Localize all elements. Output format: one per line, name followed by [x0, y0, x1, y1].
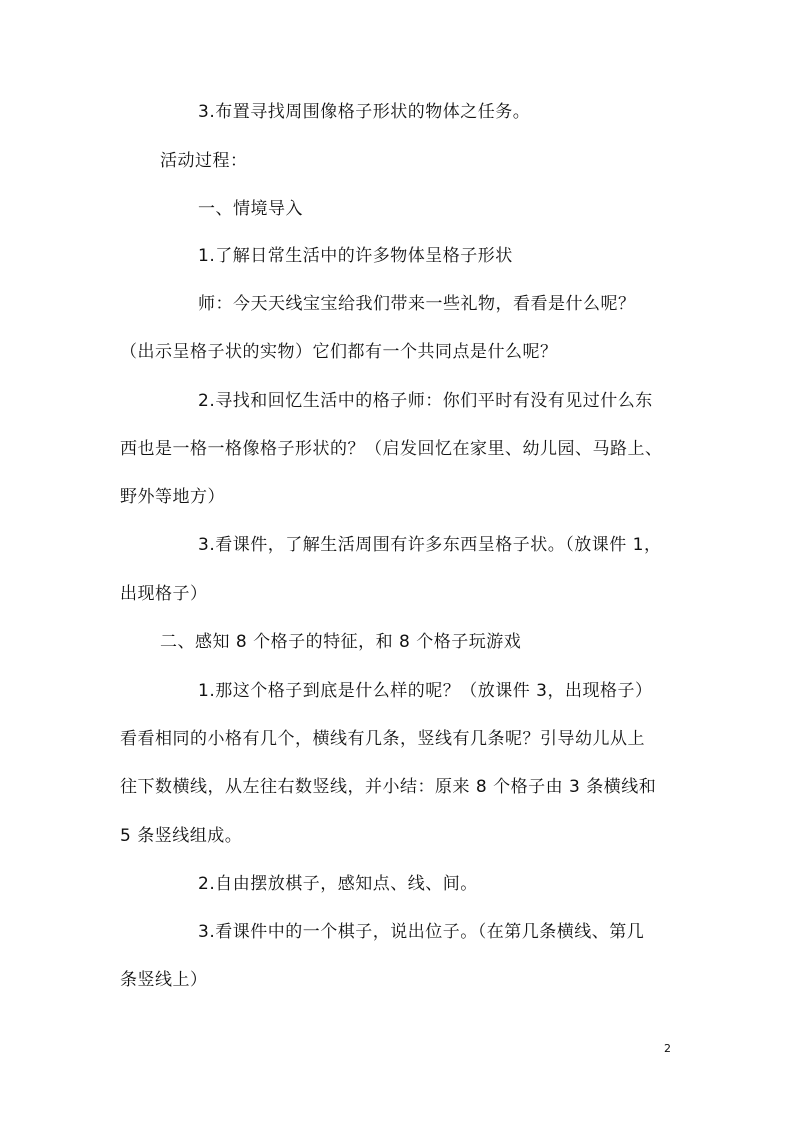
- text-line: （出示呈格子状的实物）它们都有一个共同点是什么呢？: [120, 342, 558, 362]
- text-line: 野外等地方）: [120, 487, 225, 507]
- text-line: 3.看课件中的一个棋子，说出位子。（在第几条横线、第几: [198, 922, 645, 942]
- text-line: 条竖线上）: [120, 970, 208, 990]
- text-line: 出现格子）: [120, 584, 208, 604]
- section-heading: 一、情境导入: [198, 199, 303, 219]
- text-line: 1.那这个格子到底是什么样的呢？（放课件 3，出现格子）: [198, 681, 653, 701]
- text-line: 2.寻找和回忆生活中的格子师：你们平时有没有见过什么东: [198, 391, 653, 411]
- text-line: 3.布置寻找周围像格子形状的物体之任务。: [198, 102, 531, 122]
- text-line: 1.了解日常生活中的许多物体呈格子形状: [198, 246, 513, 266]
- text-line: 5 条竖线组成。: [120, 826, 243, 846]
- text-line: 看看相同的小格有几个，横线有几条，竖线有几条呢？引导幼儿从上: [120, 729, 645, 749]
- text-line: 师：今天天线宝宝给我们带来一些礼物，看看是什么呢？: [198, 294, 636, 314]
- page-number: 2: [664, 1042, 671, 1055]
- text-line: 往下数横线，从左往右数竖线，并小结：原来 8 个格子由 3 条横线和: [120, 777, 657, 797]
- section-heading: 二、感知 8 个格子的特征，和 8 个格子玩游戏: [160, 632, 522, 652]
- text-line: 3.看课件，了解生活周围有许多东西呈格子状。（放课件 1，: [198, 535, 662, 555]
- text-line: 西也是一格一格像格子形状的？（启发回忆在家里、幼儿园、马路上、: [120, 439, 663, 459]
- text-line: 活动过程：: [160, 151, 248, 171]
- text-line: 2.自由摆放棋子，感知点、线、间。: [198, 874, 478, 894]
